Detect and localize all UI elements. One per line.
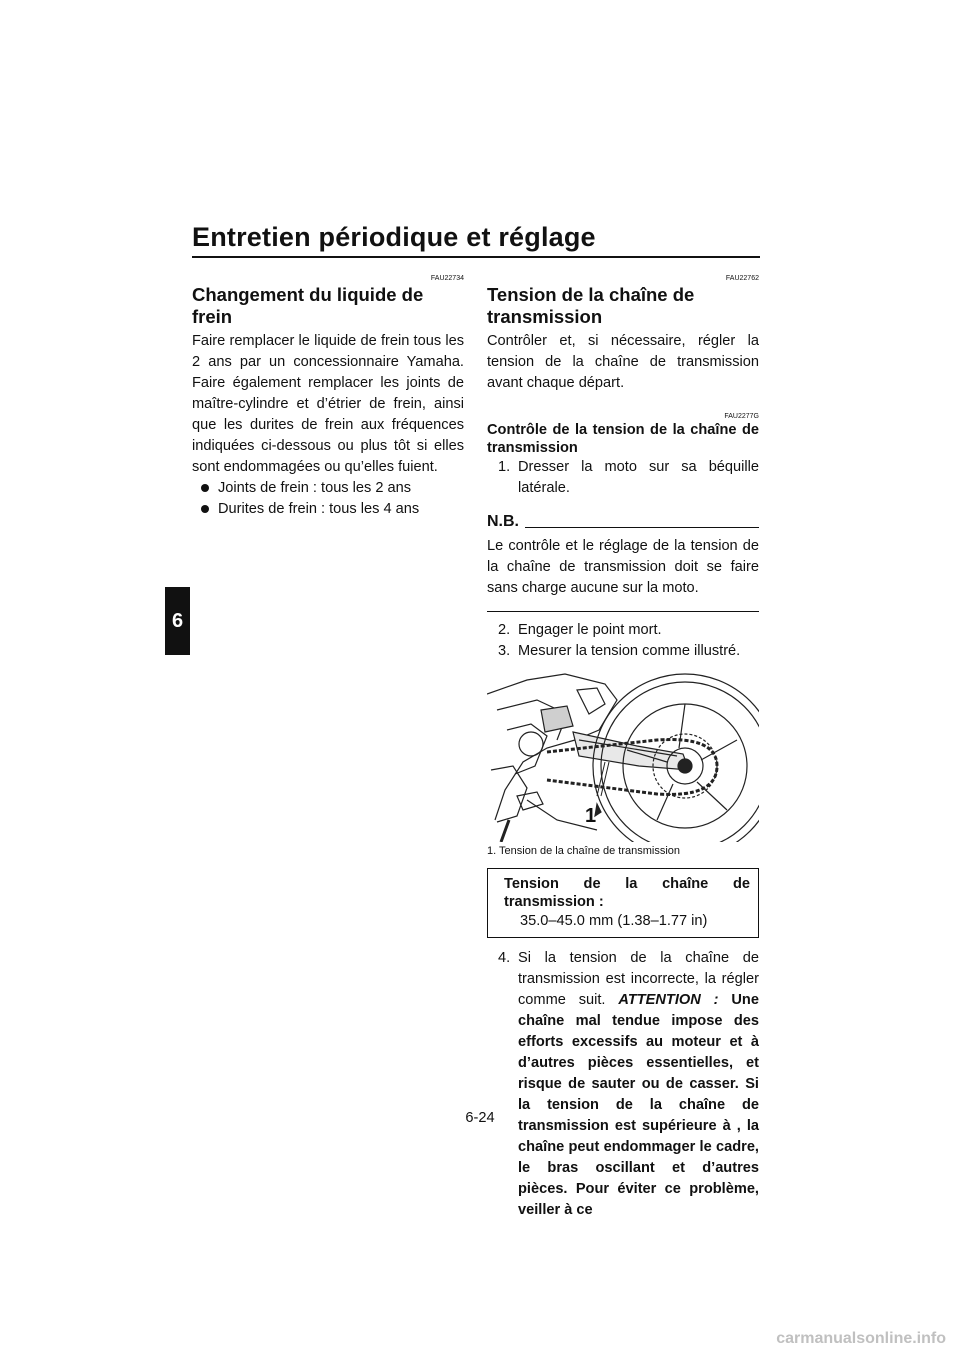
- watermark: carmanualsonline.info: [776, 1330, 946, 1347]
- step-text: [518, 948, 759, 1221]
- spec-value: 35.0–45.0 mm (1.38–1.77 in): [520, 913, 708, 929]
- step-4: [487, 948, 759, 1221]
- header-rule: [192, 256, 760, 258]
- bullet-text: Joints de frein : tous les 2 ans: [218, 480, 412, 496]
- left-column: [192, 274, 464, 520]
- step-1: [487, 457, 759, 499]
- motorcycle-rear-wheel-illustration: [487, 670, 759, 842]
- subsection-code: FAU2277G: [724, 413, 759, 420]
- note-end-rule: [487, 611, 759, 612]
- figure-caption: 1. Tension de la chaîne de transmission: [487, 845, 681, 857]
- step-text: Engager le point mort.: [518, 622, 662, 638]
- callout-number: 1: [585, 805, 597, 827]
- page-title: Entretien périodique et réglage: [192, 222, 596, 252]
- bullet-item: [192, 478, 464, 499]
- step-4-text: Si la tension de la chaîne de transmission est incorrecte, la régler comme suit.: [518, 950, 759, 1008]
- chain-illustration: [487, 670, 759, 842]
- section-code: FAU22762: [725, 275, 759, 282]
- bullet-text: Durites de frein : tous les 4 ans: [218, 501, 420, 517]
- bullet-item: [192, 499, 464, 520]
- section-heading: Changement du liquide de frein: [192, 284, 424, 327]
- step-text: Dresser la moto sur sa béquille latérale.: [518, 459, 759, 496]
- note-header: [487, 511, 759, 532]
- warning-label: ATTENTION :: [618, 992, 719, 1008]
- right-column: [487, 274, 759, 1221]
- spec-box: [487, 868, 759, 938]
- step-text: Mesurer la tension comme illustré.: [518, 643, 741, 659]
- note-label: N.B.: [487, 513, 519, 530]
- section-code: FAU22734: [430, 275, 464, 282]
- page-number: 6-24: [465, 1110, 495, 1126]
- note-text: Le contrôle et le réglage de la tension de la chaîne de transmission doit se faire sans charge aucune sur la moto.: [487, 538, 759, 596]
- bullet-icon: [201, 478, 218, 499]
- chapter-tab: 6: [165, 587, 190, 655]
- step-number: 3.: [498, 643, 511, 659]
- section-heading: Tension de la chaîne de transmission: [487, 284, 695, 327]
- warning-text: Une chaîne mal tendue impose des efforts excessifs au moteur et à d’autres pièces essentielles, et risque de sauter ou de casser. Si la tension de la chaîne de transmission est supérieure à , la chaîne peut endommager le cadre, le bras oscillant et d’autres pièces. Pour éviter ce problème, veiller à ce: [518, 992, 759, 1218]
- step-number: 4.: [498, 950, 511, 966]
- spec-label: Tension de la chaîne de transmission :: [504, 876, 750, 910]
- intro-paragraph: Contrôler et, si nécessaire, régler la tension de la chaîne de transmission avant chaque départ.: [487, 333, 759, 391]
- subsection-heading: Contrôle de la tension de la chaîne de transmission: [487, 422, 759, 456]
- note-rule: [525, 527, 759, 528]
- step-number: 1.: [498, 459, 511, 475]
- section-paragraph: Faire remplacer le liquide de frein tous les 2 ans par un concessionnaire Yamaha. Faire également remplacer les joints de maître-cylindre et d’étrier de frein, ainsi que les durites de frein aux fréquences indiquées ci-dessous ou plus tôt si elles sont endommagées ou qu’elles fuient.: [192, 333, 464, 475]
- step-3: [487, 641, 759, 662]
- step-number: 2.: [498, 622, 511, 638]
- bullet-icon: [201, 499, 218, 520]
- step-2: [487, 620, 759, 641]
